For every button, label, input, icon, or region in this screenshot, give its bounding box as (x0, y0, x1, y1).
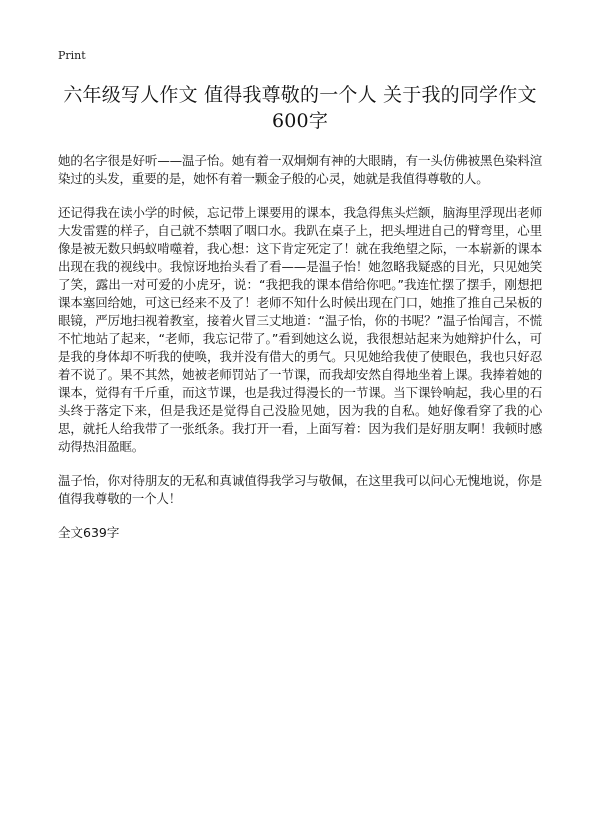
article-title: 六年级写人作文 值得我尊敬的一个人 关于我的同学作文600字 (63, 84, 537, 132)
word-count: 全文639字 (58, 525, 120, 540)
article-paragraph: 还记得我在读小学的时候，忘记带上课要用的课本，我急得焦头烂额，脑海里浮现出老师大发雷霆的样子，自己就不禁咽了咽口水。我趴在桌子上，把头埋进自己的臂弯里，心里像是被无数只蚂蚁啃噬着，我心想：这下肯定死定了！就在我绝望之际，一本崭新的课本出现在我的视线中。我惊讶地抬头看了看——是温子怡！她忽略我疑惑的目光，只见她笑了笑，露出一对可爱的小虎牙，说：“我把我的课本借给你吧。”我连忙摆了摆手，刚想把课本塞回给她，可这已经来不及了！老师不知什么时候出现在门口，她推了推自己呆板的眼镜，严厉地扫视着教室，接着火冒三丈地道：“温子怡，你的书呢？”温子怡闻言，不慌不忙地站了起来，“老师，我忘记带了。”看到她这么说，我很想站起来为她辩护什么，可是我的身体却不听我的使唤，我并没有借大的勇气。只见她给我使了使眼色，我也只好忍着不说了。果不其然，她被老师罚站了一节课，而我却安然自得地坐着上课。我捧着她的课本，觉得有千斤重，而这节课，也是我过得漫长的一节课。当下课铃响起，我心里的石头终于落定下来，但是我还是觉得自己没脸见她，因为我的自私。她好像看穿了我的心思，就托人给我带了一张纸条。我打开一看，上面写着：因为我们是好朋友啊！我顿时感动得热泪盈眶。 (58, 205, 542, 454)
article-paragraph: 她的名字很是好听——温子怡。她有着一双炯炯有神的大眼睛，有一头仿佛被黑色染料渲染过的头发，重要的是，她怀有着一颗金子般的心灵，她就是我值得尊敬的人。 (58, 153, 542, 186)
print-link[interactable]: Print (58, 49, 86, 62)
article-paragraph: 温子怡，你对待朋友的无私和真诚值得我学习与敬佩，在这里我可以问心无愧地说，你是值得我尊敬的一个人！ (58, 473, 542, 506)
